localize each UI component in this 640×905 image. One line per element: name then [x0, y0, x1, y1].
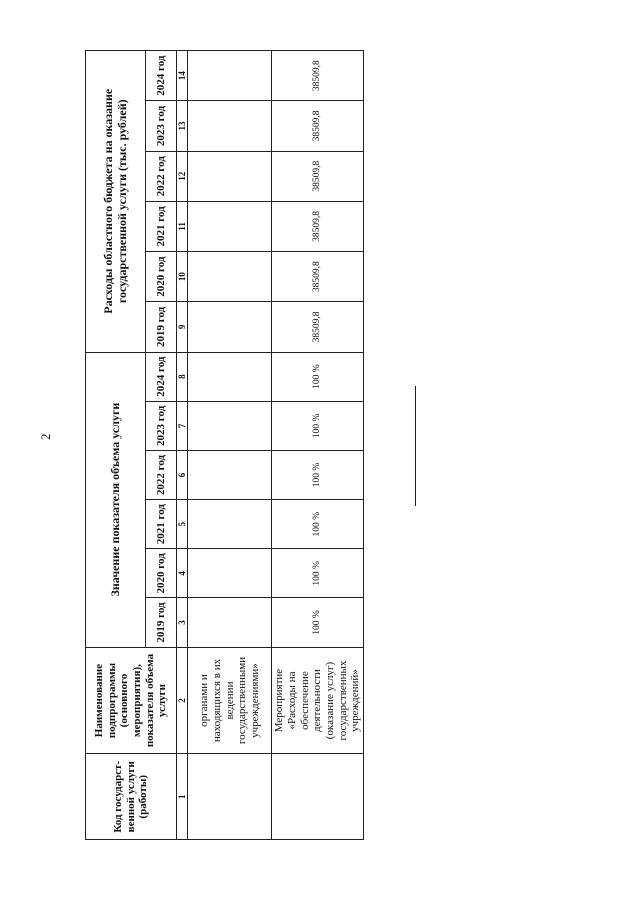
separator-line: [415, 386, 416, 506]
header-volume-year: 2019 год: [146, 598, 177, 647]
column-number: 2: [177, 647, 188, 754]
expense-value: 38509,8: [272, 151, 363, 201]
rotated-table-container: [85, 50, 363, 840]
column-number: 13: [177, 101, 188, 151]
column-number: 10: [177, 252, 188, 302]
volume-value: [188, 598, 272, 647]
volume-value: [188, 352, 272, 401]
budget-table: [85, 50, 364, 840]
expense-value: 38509,8: [272, 101, 363, 151]
volume-value: [188, 401, 272, 450]
expense-value: [188, 51, 272, 101]
volume-value: 100 %: [272, 401, 363, 450]
header-expenses-year: 2024 год: [146, 51, 177, 101]
volume-value: 100 %: [272, 598, 363, 647]
column-number: 14: [177, 51, 188, 101]
column-number: 7: [177, 401, 188, 450]
header-volume-year: 2024 год: [146, 352, 177, 401]
expense-value: [188, 201, 272, 251]
row-name: Мероприятие «Расходы на обеспечение деятельности (оказание услуг) государственных учреждений»: [272, 647, 363, 754]
header-volume-year: 2023 год: [146, 401, 177, 450]
column-number: 1: [177, 754, 188, 840]
column-number: 11: [177, 201, 188, 251]
row-name: органами и находящихся в их ведении государственными учреждениями»: [188, 647, 272, 754]
column-number: 3: [177, 598, 188, 647]
header-code: Код государст-венной услуги (работы): [86, 754, 177, 840]
column-number: 9: [177, 302, 188, 352]
header-expenses-year: 2019 год: [146, 302, 177, 352]
column-number: 5: [177, 500, 188, 549]
expense-value: [188, 302, 272, 352]
header-volume-group: Значение показателя объема услуги: [86, 352, 146, 647]
expense-value: 38509,8: [272, 201, 363, 251]
header-row-1: [86, 51, 146, 840]
row-code: [188, 754, 272, 840]
volume-value: 100 %: [272, 500, 363, 549]
volume-value: [188, 450, 272, 499]
volume-value: [188, 500, 272, 549]
header-expenses-year: 2020 год: [146, 252, 177, 302]
column-number: 6: [177, 450, 188, 499]
header-volume-year: 2020 год: [146, 549, 177, 598]
expense-value: 38509,8: [272, 51, 363, 101]
volume-value: 100 %: [272, 450, 363, 499]
table-row: [188, 51, 272, 840]
column-number: 8: [177, 352, 188, 401]
page-number: 2: [38, 433, 53, 440]
header-volume-year: 2021 год: [146, 500, 177, 549]
volume-value: [188, 549, 272, 598]
header-expenses-year: 2023 год: [146, 101, 177, 151]
expense-value: [188, 101, 272, 151]
header-expenses-year: 2021 год: [146, 201, 177, 251]
expense-value: 38509,8: [272, 302, 363, 352]
header-volume-year: 2022 год: [146, 450, 177, 499]
expense-value: [188, 252, 272, 302]
header-name: Наименование подпрограммы (основного мероприятия), показателя объема услуги: [86, 647, 177, 754]
column-number: 12: [177, 151, 188, 201]
table-row: [272, 51, 363, 840]
header-expenses-group: Расходы областного бюджета на оказание государственной услуги (тыс. рублей): [86, 51, 146, 353]
header-expenses-year: 2022 год: [146, 151, 177, 201]
expense-value: 38509,8: [272, 252, 363, 302]
row-code: [272, 754, 363, 840]
column-number-row: [177, 51, 188, 840]
expense-value: [188, 151, 272, 201]
volume-value: 100 %: [272, 352, 363, 401]
volume-value: 100 %: [272, 549, 363, 598]
column-number: 4: [177, 549, 188, 598]
